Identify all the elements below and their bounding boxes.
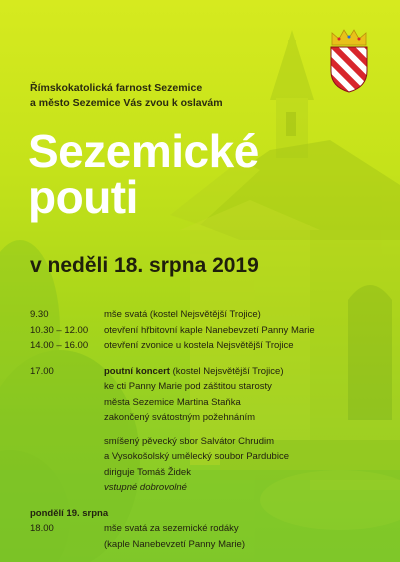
program-time: 10.30 – 12.00 <box>30 324 89 336</box>
program-list <box>30 307 390 552</box>
organizer-line-1: Římskokatolická farnost Sezemice <box>30 82 203 94</box>
date-heading: v neděli 18. srpna 2019 <box>30 254 259 277</box>
performers-block <box>30 434 390 496</box>
coat-of-arms-icon <box>328 27 370 93</box>
program-item-concert <box>30 364 390 426</box>
performers-line-2: a Vysokošolský umělecký soubor Pardubice <box>104 451 289 462</box>
monday-line-1: mše svatá za sezemické rodáky <box>104 523 239 534</box>
program-time: 18.00 <box>30 523 54 534</box>
performers-line-1: smíšený pěvecký sbor Salvátor Chrudim <box>104 435 275 447</box>
concert-label: poutní koncert <box>104 365 170 377</box>
program-desc: otevření hřbitovní kaple Nanebevzetí Panny Marie <box>104 324 315 336</box>
program-time: 9.30 <box>30 309 49 320</box>
monday-line-2: (kaple Nanebevzetí Panny Marie) <box>104 538 245 550</box>
title-line-1: Sezemické <box>28 125 259 177</box>
program-desc: mše svatá (kostel Nejsvětější Trojice) <box>104 309 261 320</box>
monday-heading: pondělí 19. srpna <box>30 507 109 519</box>
organizer-text <box>30 81 290 111</box>
program-desc: otevření zvonice u kostela Nejsvětější Trojice <box>104 340 294 351</box>
title-line-2: pouti <box>28 171 138 223</box>
page-title <box>28 125 328 223</box>
program-desc <box>104 364 390 426</box>
concert-line-4: zakončený svátostným požehnáním <box>104 412 256 423</box>
program-item <box>30 323 390 339</box>
admission-note: vstupné dobrovolné <box>104 482 187 493</box>
concert-place: (kostel Nejsvětější Trojice) <box>169 365 284 377</box>
program-item-monday <box>30 521 390 552</box>
concert-line-2: ke cti Panny Marie pod záštitou starosty <box>104 381 272 392</box>
organizer-line-2: a město Sezemice Vás zvou k oslavám <box>30 97 223 109</box>
program-item <box>30 338 390 354</box>
program-time: 17.00 <box>30 365 54 377</box>
performers-line-3: diriguje Tomáš Židek <box>104 466 191 478</box>
program-time: 14.00 – 16.00 <box>30 340 89 351</box>
concert-line-3: města Sezemice Martina Staňka <box>104 396 241 408</box>
program-item <box>30 307 390 323</box>
